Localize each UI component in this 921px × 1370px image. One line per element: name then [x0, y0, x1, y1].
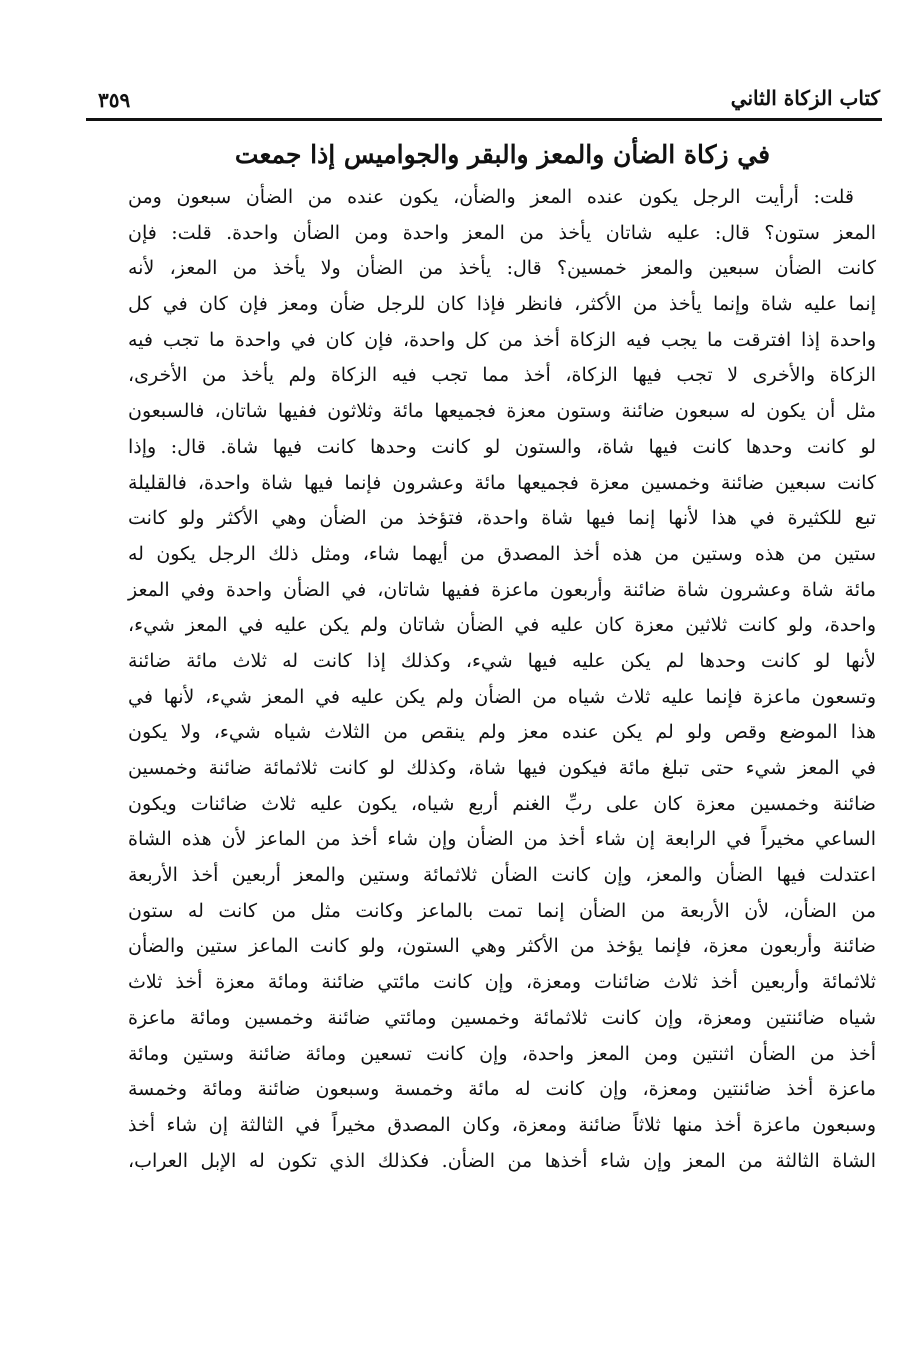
body-text [128, 180, 876, 1179]
text-line: ماعزة أخذ ضائنتين ومعزة، وإن كانت له مائة وخمسة وسبعون ضائنة ومائة وخمسة [128, 1078, 876, 1101]
text-line: الشاة الثالثة من المعز وإن شاء أخذها من الضأن. فكذلك الذي تكون له الإبل العراب، [128, 1149, 876, 1172]
text-line: لأنها لو كانت وحدها لم يكن عليه فيها شيء، وكذلك إذا كانت له ثلاث مائة ضائنة [128, 649, 876, 672]
text-line: واحدة إذا افترقت ما يجب فيه الزكاة أخذ من كل واحدة، فإن كان في واحدة ما تجب فيه [128, 328, 876, 351]
text-line: ضائنة وخمسين معزة كان على ربِّ الغنم أربع شياه، يكون عليه ثلاث ضائنات ويكون [128, 792, 876, 815]
running-title: كتاب الزكاة الثاني [730, 86, 880, 110]
text-line: المعز ستون؟ قال: عليه شاتان يأخذ من المعز واحدة ومن الضأن واحدة. قلت: فإن [128, 221, 876, 244]
text-line: مثل أن يكون له سبعون ضائنة وستون معزة فجميعها مائة وثلاثون ففيها شاتان، فالسبعون [128, 400, 876, 423]
page-header [88, 82, 880, 118]
text-line: في المعز شيء حتى تبلغ مائة فيكون فيها شاة، وكذلك لو كانت ثلاثمائة ضائنة وخمسين [128, 757, 876, 779]
text-line: واحدة، ولو كانت ثلاثين معزة كان عليه في الضأن شاتان ولم يكن عليه في المعز شيء، [128, 614, 876, 637]
text-line: إنما عليه شاة وإنما يأخذ من الأكثر، فانظر فإذا كان للرجل ضأن ومعز فإن كان في كل [128, 293, 876, 316]
text-line: ضائنة وأربعون معزة، فإنما يؤخذ من الأكثر وهي الستون، ولو كانت الماعز ستين والضأن [128, 935, 876, 958]
text-line: الزكاة والأخرى لا تجب فيها الزكاة، أخذ مما تجب فيه الزكاة ولم يأخذ من الأخرى، [128, 364, 876, 387]
text-line: أخذ من الضأن اثنتين ومن المعز واحدة، وإن كانت تسعين ومائة ضائنة وستين ومائة [128, 1042, 876, 1065]
text-line: من الضأن، لأن الأربعة من الضأن إنما تمت بالماعز وكانت مثل من كانت له ستون [128, 899, 876, 922]
text-line: كانت الضأن سبعين والمعز خمسين؟ قال: يأخذ من الضأن ولا يأخذ من المعز، لأنه [128, 257, 876, 280]
text-line: هذا الموضع وقص ولو لم يكن عنده معز ولم ينقص من الثلاث شياه شيء، ولا يكون [128, 721, 876, 744]
text-line: اعتدلت فيها الضأن والمعز، وإن كانت الضأن ثلاثمائة وستين والمعز أربعين أخذ الأربعة [128, 864, 876, 887]
text-line: قلت: أرأيت الرجل يكون عنده المعز والضأن، يكون عنده من الضأن سبعون ومن [128, 186, 854, 208]
text-line: شياه ضائنتين ومعزة، وإن كانت ثلاثمائة وخمسين ومائتي ضائنة وخمسين ومائة ماعزة [128, 1006, 876, 1029]
text-line: الساعي مخيراً في الرابعة إن شاء أخذ من الضأن وإن شاء أخذ من الماعز لأن هذه الشاة [128, 828, 876, 851]
page-number: ٣٥٩ [98, 88, 131, 112]
text-line: لو كانت وحدها كانت فيها شاة، والستون لو كانت وحدها كانت فيها شاة. قال: وإذا [128, 435, 876, 458]
text-line: وتسعون ماعزة فإنما عليه ثلاث شياه من الضأن ولم يكن عليه في المعز شيء، لأنها في [128, 685, 876, 708]
text-line: كانت سبعين ضائنة وخمسين معزة فجميعها مائة وعشرون فإنما فيها شاة واحدة، فالقليلة [128, 471, 876, 494]
section-title: في زكاة الضأن والمعز والبقر والجواميس إذا جمعت [234, 140, 771, 169]
text-line: تبع للكثيرة في هذا لأنها إنما فيها شاة واحدة، فتؤخذ من الضأن وهي الأكثر ولو كانت [128, 507, 876, 530]
text-line: وسبعون ماعزة أخذ منها ثلاثاً ضائنة ومعزة، وكان المصدق مخيراً في الثالثة إن شاء أخذ [128, 1113, 876, 1136]
text-line: ستين من هذه وستين من هذه أخذ المصدق من أيهما شاء، ومثل ذلك الرجل يكون له [128, 542, 876, 565]
header-rule [86, 118, 882, 121]
text-line: مائة شاة وعشرون شاة ضائنة وأربعون ماعزة ففيها شاتان، في الضأن واحدة وفي المعز [128, 578, 876, 601]
text-line: ثلاثمائة وأربعين أخذ ثلاث ضائنات ومعزة، وإن كانت مائتي ضائنة ومائة معزة أخذ ثلاث [128, 971, 876, 994]
